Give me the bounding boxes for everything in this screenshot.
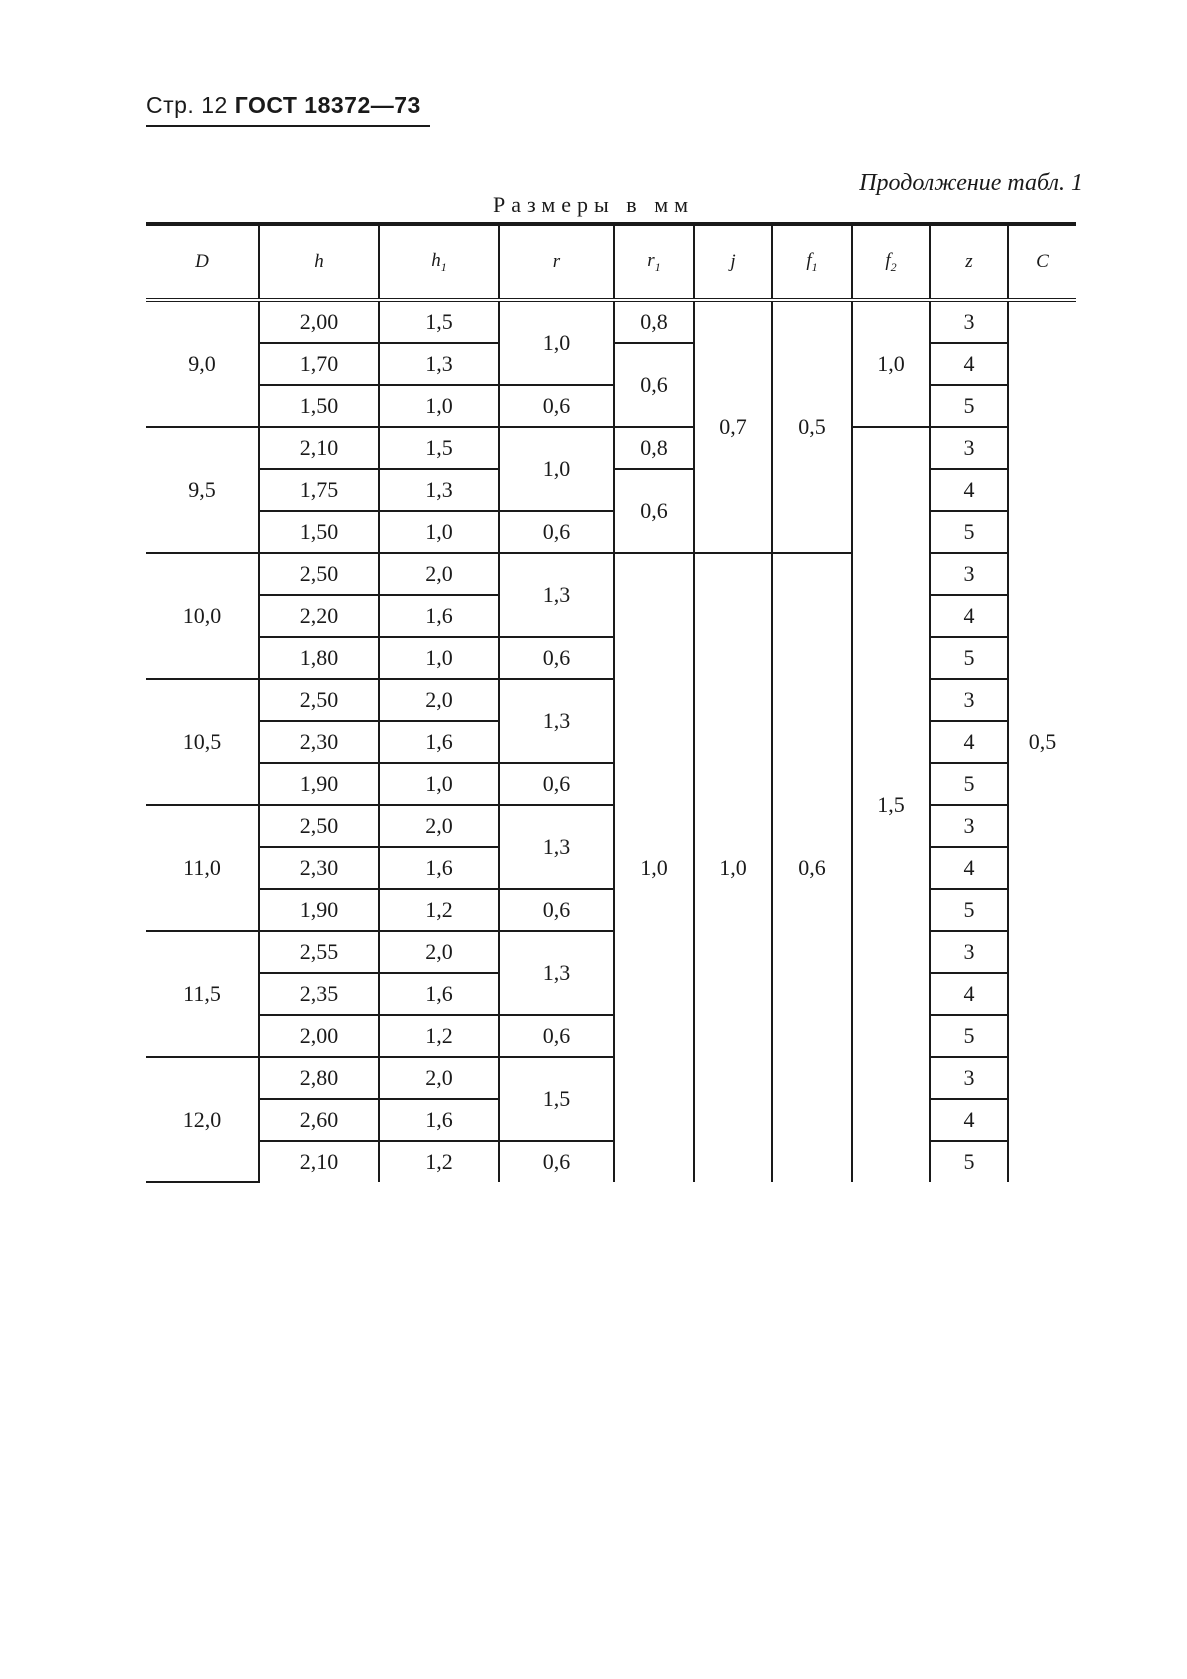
table-row [146, 300, 1076, 343]
cell-f2: 1,5 [852, 427, 930, 1182]
page-number: Стр. 12 [146, 92, 228, 118]
cell-r1: 0,6 [614, 469, 694, 553]
cell-h1: 1,6 [379, 847, 499, 889]
cell-f1: 0,6 [772, 553, 852, 1182]
cell-h: 2,30 [259, 721, 379, 763]
cell-z: 3 [930, 300, 1008, 343]
cell-h: 2,50 [259, 805, 379, 847]
cell-h: 1,50 [259, 511, 379, 553]
cell-h1: 1,2 [379, 889, 499, 931]
cell-h: 2,20 [259, 595, 379, 637]
table-row [146, 805, 1076, 847]
cell-h1: 1,6 [379, 595, 499, 637]
cell-h1: 2,0 [379, 805, 499, 847]
cell-h1: 2,0 [379, 1057, 499, 1099]
cell-z: 4 [930, 343, 1008, 385]
cell-d: 9,0 [146, 300, 259, 427]
cell-d: 9,5 [146, 427, 259, 553]
table-row [146, 385, 1076, 427]
cell-h: 1,70 [259, 343, 379, 385]
units-caption: Размеры в мм [492, 192, 695, 217]
cell-c: 0,5 [1008, 300, 1076, 1182]
cell-h1: 1,6 [379, 1099, 499, 1141]
cell-h: 1,90 [259, 889, 379, 931]
cell-z: 5 [930, 1015, 1008, 1057]
cell-h: 1,80 [259, 637, 379, 679]
cell-h1: 2,0 [379, 679, 499, 721]
cell-h1: 1,2 [379, 1015, 499, 1057]
table-row [146, 637, 1076, 679]
cell-h: 2,10 [259, 1141, 379, 1182]
table-row [146, 679, 1076, 721]
table-row [146, 763, 1076, 805]
cell-h1: 1,2 [379, 1141, 499, 1182]
cell-r: 0,6 [499, 1015, 614, 1057]
cell-h: 1,75 [259, 469, 379, 511]
cell-h: 2,00 [259, 300, 379, 343]
cell-r1: 0,6 [614, 343, 694, 427]
cell-d: 11,5 [146, 931, 259, 1057]
cell-h1: 2,0 [379, 553, 499, 595]
cell-h1: 1,6 [379, 721, 499, 763]
cell-z: 4 [930, 721, 1008, 763]
cell-h: 2,00 [259, 1015, 379, 1057]
cell-r: 1,3 [499, 553, 614, 637]
cell-d: 10,5 [146, 679, 259, 805]
cell-h: 2,30 [259, 847, 379, 889]
cell-r: 1,5 [499, 1057, 614, 1141]
col-header-z: z [930, 224, 1008, 300]
table-row [146, 427, 1076, 469]
cell-h1: 2,0 [379, 931, 499, 973]
cell-z: 4 [930, 847, 1008, 889]
cell-z: 4 [930, 595, 1008, 637]
cell-r1: 1,0 [614, 553, 694, 1182]
cell-z: 4 [930, 469, 1008, 511]
cell-h: 2,55 [259, 931, 379, 973]
cell-j: 0,7 [694, 300, 772, 553]
cell-h1: 1,5 [379, 300, 499, 343]
cell-h1: 1,5 [379, 427, 499, 469]
cell-d: 11,0 [146, 805, 259, 931]
col-header-d: D [146, 224, 259, 300]
cell-r: 1,0 [499, 427, 614, 511]
cell-r: 0,6 [499, 763, 614, 805]
cell-z: 5 [930, 385, 1008, 427]
cell-r: 0,6 [499, 889, 614, 931]
cell-h: 2,50 [259, 553, 379, 595]
cell-h1: 1,0 [379, 511, 499, 553]
cell-j: 1,0 [694, 553, 772, 1182]
table-row [146, 511, 1076, 553]
cell-h: 1,50 [259, 385, 379, 427]
col-header-j: j [694, 224, 772, 300]
cell-z: 4 [930, 1099, 1008, 1141]
table-header [146, 224, 1076, 300]
table-row [146, 931, 1076, 973]
cell-r: 0,6 [499, 511, 614, 553]
cell-h: 2,10 [259, 427, 379, 469]
table-row [146, 553, 1076, 595]
cell-z: 5 [930, 511, 1008, 553]
cell-r1: 0,8 [614, 427, 694, 469]
cell-z: 3 [930, 553, 1008, 595]
cell-h1: 1,6 [379, 973, 499, 1015]
col-header-h1: $h_1$ [379, 224, 499, 300]
cell-h: 2,50 [259, 679, 379, 721]
table-row [146, 1015, 1076, 1057]
table-row [146, 889, 1076, 931]
col-header-c: C [1008, 224, 1076, 300]
col-header-r: r [499, 224, 614, 300]
cell-h1: 1,0 [379, 763, 499, 805]
cell-h: 2,80 [259, 1057, 379, 1099]
cell-h1: 1,0 [379, 385, 499, 427]
cell-r: 1,3 [499, 805, 614, 889]
col-header-f1: $f_1$ [772, 224, 852, 300]
cell-z: 5 [930, 1141, 1008, 1182]
cell-z: 5 [930, 889, 1008, 931]
cell-f1: 0,5 [772, 300, 852, 553]
col-header-f2: $f_2$ [852, 224, 930, 300]
cell-z: 3 [930, 805, 1008, 847]
cell-r: 1,0 [499, 300, 614, 385]
cell-d: 12,0 [146, 1057, 259, 1182]
cell-h1: 1,3 [379, 343, 499, 385]
col-header-h: h [259, 224, 379, 300]
table-body [146, 300, 1076, 1182]
standard-number: ГОСТ 18372—73 [234, 92, 421, 118]
cell-r: 0,6 [499, 637, 614, 679]
cell-r: 0,6 [499, 385, 614, 427]
cell-z: 3 [930, 679, 1008, 721]
cell-h: 2,35 [259, 973, 379, 1015]
cell-r: 1,3 [499, 679, 614, 763]
cell-r: 1,3 [499, 931, 614, 1015]
cell-z: 3 [930, 1057, 1008, 1099]
cell-z: 3 [930, 931, 1008, 973]
cell-z: 4 [930, 973, 1008, 1015]
cell-z: 5 [930, 637, 1008, 679]
cell-z: 3 [930, 427, 1008, 469]
cell-d: 10,0 [146, 553, 259, 679]
table-continuation-label: Продолжение табл. 1 [859, 170, 1083, 196]
dimensions-table [146, 222, 1076, 1183]
cell-r: 0,6 [499, 1141, 614, 1182]
cell-z: 5 [930, 763, 1008, 805]
cell-h: 1,90 [259, 763, 379, 805]
cell-f2: 1,0 [852, 300, 930, 427]
page-header [146, 92, 430, 127]
col-header-r1: $r_1$ [614, 224, 694, 300]
cell-h1: 1,0 [379, 637, 499, 679]
cell-r1: 0,8 [614, 300, 694, 343]
table-row [146, 1141, 1076, 1182]
cell-h: 2,60 [259, 1099, 379, 1141]
table-row [146, 1057, 1076, 1099]
cell-h1: 1,3 [379, 469, 499, 511]
